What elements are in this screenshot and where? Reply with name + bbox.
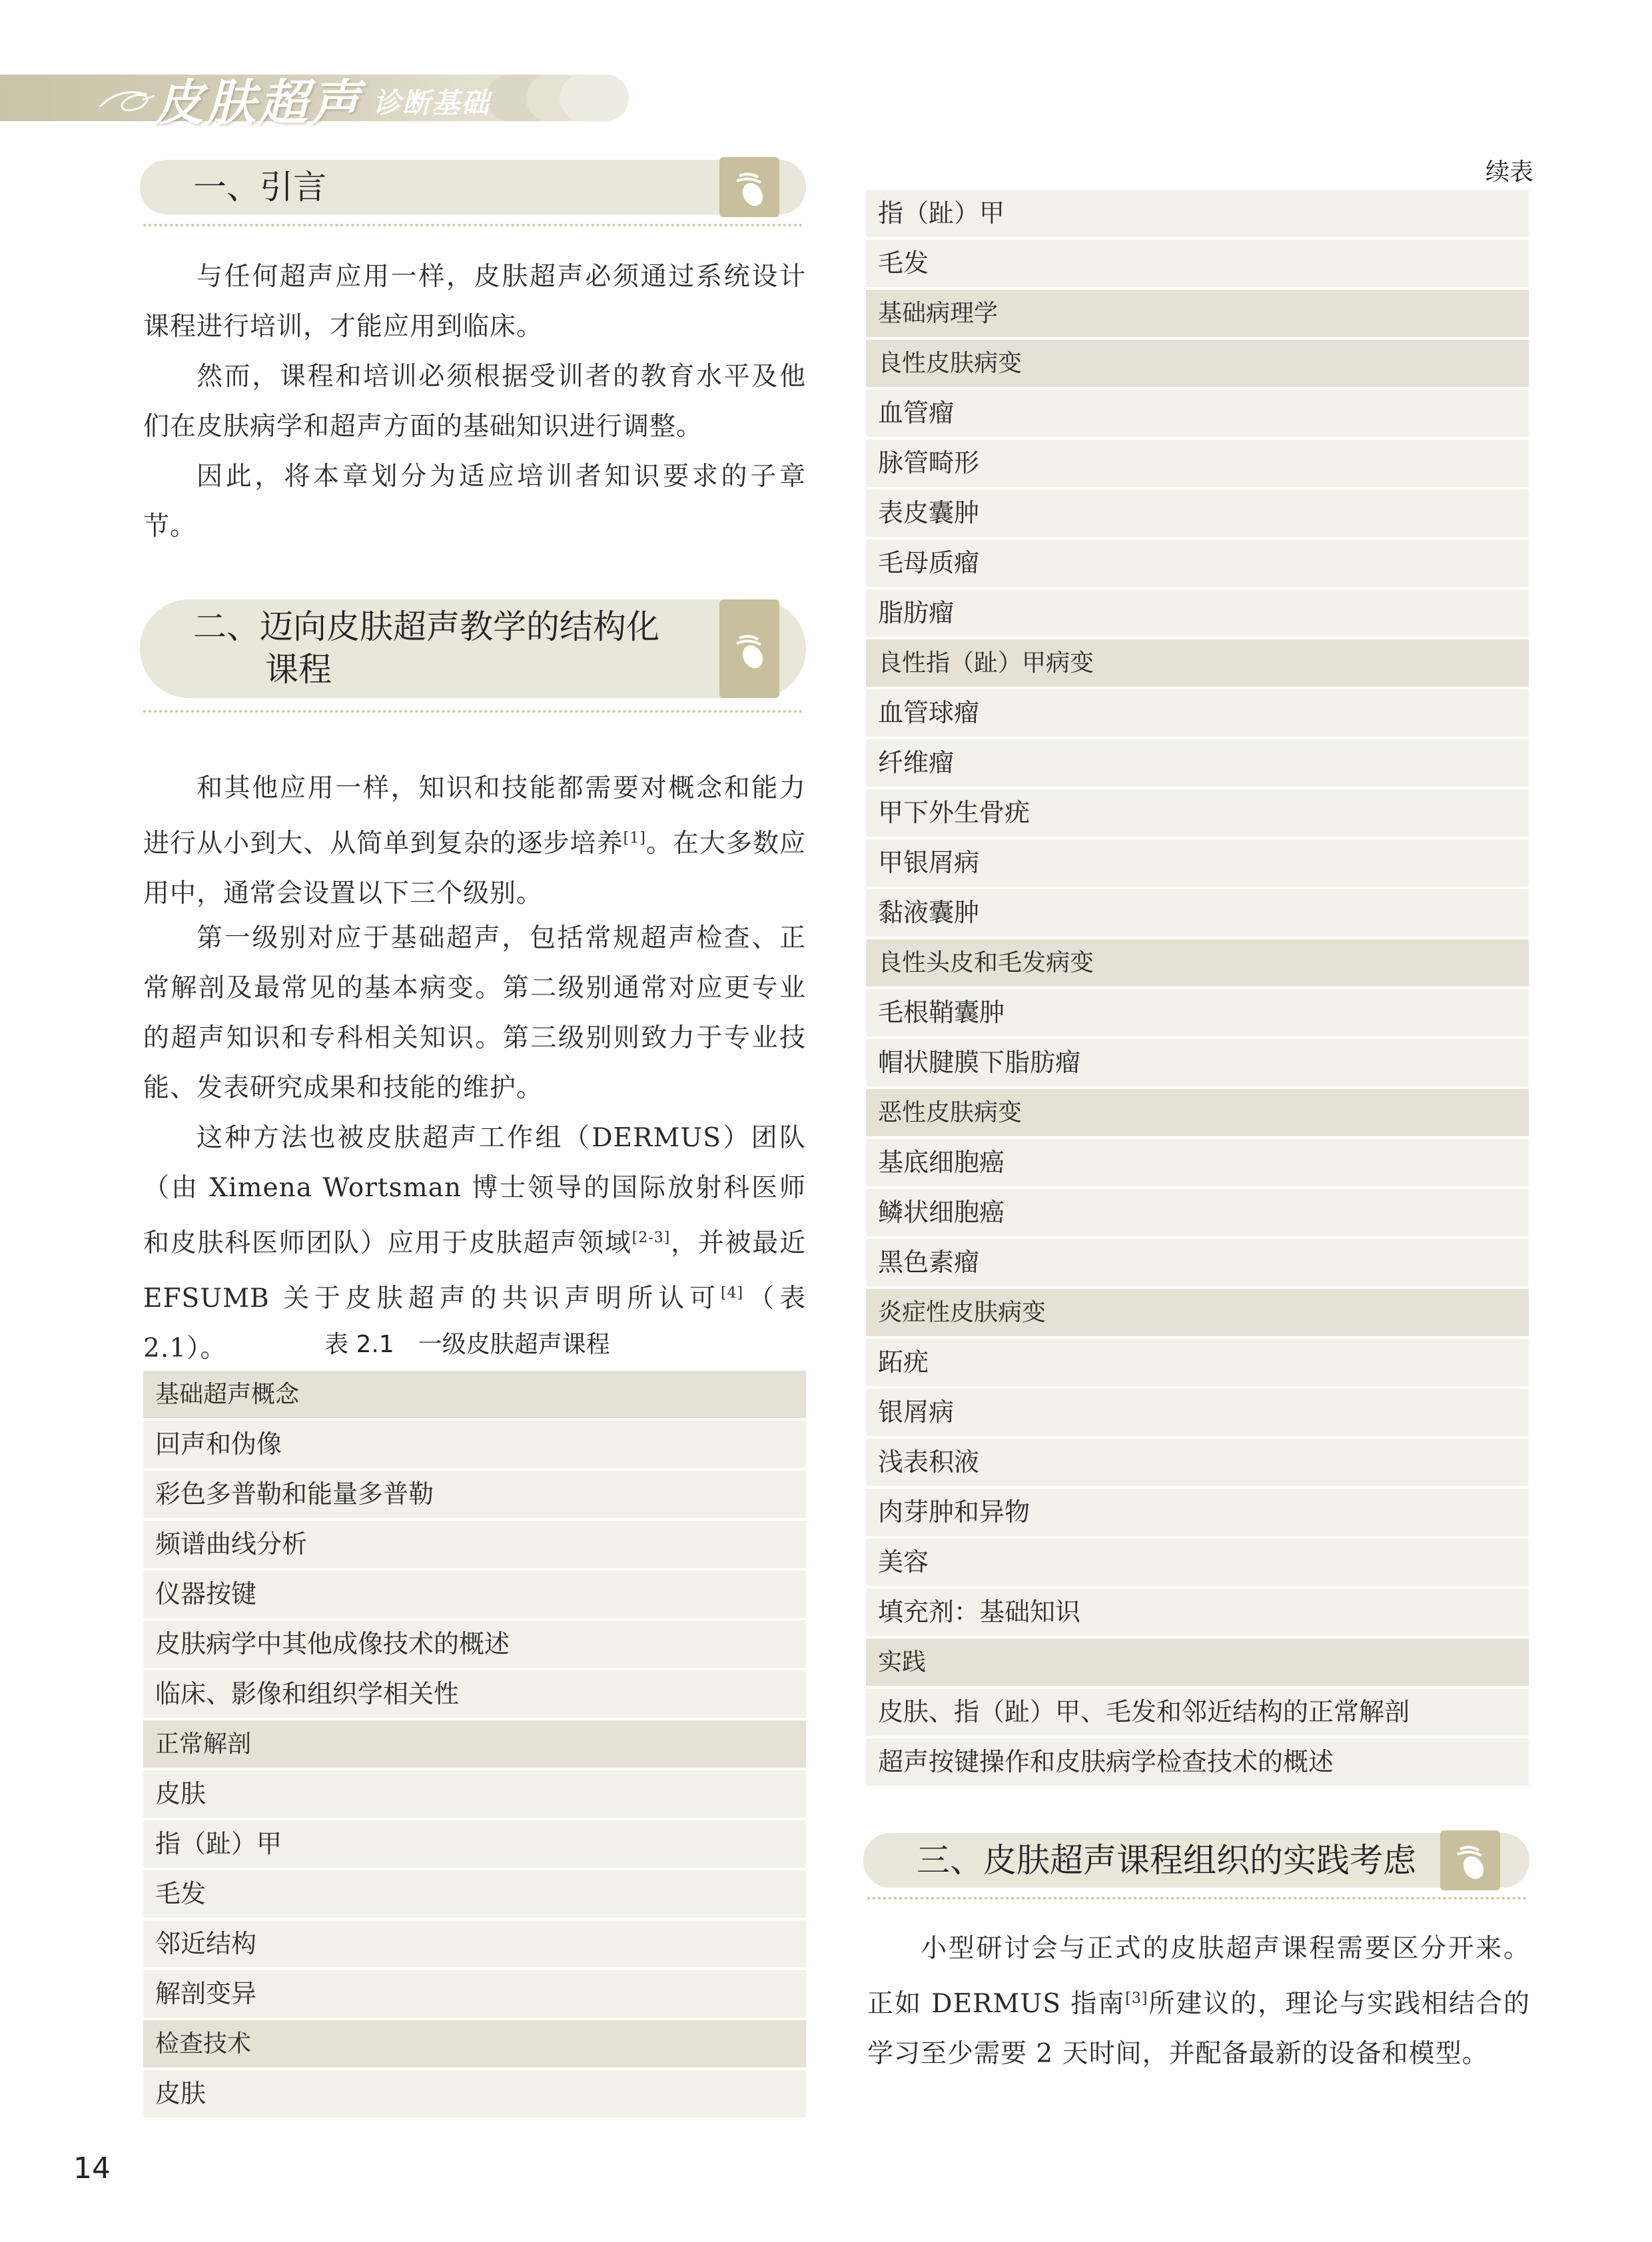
table-row: 鳞状细胞癌 [866,1189,1529,1236]
citation: [1] [623,830,646,847]
table-section-header: 基础病理学 [866,290,1529,337]
table-row: 甲下外生骨疣 [866,789,1529,837]
section-heading-title-line2: 课程 [265,650,332,689]
table-section-header: 检查技术 [143,2020,806,2067]
table-row: 仪器按键 [143,1571,806,1618]
paragraph: 第一级别对应于基础超声，包括常规超声检查、正常解剖及最常见的基本病变。第二级别通常对应更专业的超声知识和专科相关知识。第三级别则致力于专业技能、发表研究成果和技能的维护。 [143,923,806,1103]
table-row: 指（趾）甲 [866,190,1529,237]
section-badge [719,599,779,698]
table-section-header: 良性头皮和毛发病变 [866,939,1529,986]
section-badge [719,157,779,217]
table-row: 填充剂：基础知识 [866,1589,1529,1636]
table-row: 肉芽肿和异物 [866,1489,1529,1536]
table-row: 超声按键操作和皮肤病学检查技术的概述 [866,1738,1529,1786]
table-row: 黑色素瘤 [866,1239,1529,1286]
ultrasound-probe-icon [93,80,160,120]
table-row: 临床、影像和组织学相关性 [143,1671,806,1718]
table-row: 脂肪瘤 [866,589,1529,637]
table-row: 皮肤、指（趾）甲、毛发和邻近结构的正常解剖 [866,1688,1529,1736]
table-row: 基底细胞癌 [866,1139,1529,1186]
table-section-header: 良性指（趾）甲病变 [866,639,1529,687]
table-row: 跖疣 [866,1339,1529,1386]
running-header-title: 皮肤超声 [155,75,362,132]
table-row: 血管瘤 [866,390,1529,437]
section-heading-structured-curriculum [140,599,806,698]
section-divider [867,1897,1527,1900]
table-row: 毛发 [143,1870,806,1918]
table-row: 血管球瘤 [866,689,1529,737]
paragraph: 这种方法也被皮肤超声工作组（DERMUS）团队（由 Ximena Wortsman 博士领导的国际放射科医师和皮肤科医师团队）应用于皮肤超声领域[2-3]，并被最近 EFSUMB 关于皮肤超声的共识声明所认可[4]（表 2.1）。 [143,1123,806,1363]
table-row: 浅表积液 [866,1439,1529,1486]
table-section-header: 正常解剖 [143,1720,806,1768]
table-row: 皮肤病学中其他成像技术的概述 [143,1621,806,1668]
table-row: 脉管畸形 [866,440,1529,487]
table-row: 回声和伪像 [143,1421,806,1468]
section-badge [1440,1830,1500,1890]
citation: [3] [1125,1990,1148,2007]
curriculum-table-continued [866,190,1529,1788]
table-section-header: 实践 [866,1639,1529,1686]
table-row: 银屑病 [866,1389,1529,1436]
table-row: 毛根鞘囊肿 [866,989,1529,1036]
section-heading-title: 一、引言 [193,168,326,206]
section-heading-practical-considerations [863,1833,1529,1888]
table-row: 皮肤 [143,2070,806,2117]
paragraph: 小型研讨会与正式的皮肤超声课程需要区分开来。正如 DERMUS 指南[3]所建议的，理论与实践相结合的学习至少需要 2 天时间，并配备最新的设备和模型。 [867,1934,1530,2069]
table-row: 纤维瘤 [866,739,1529,787]
section-divider [143,224,803,226]
table-section-header: 炎症性皮肤病变 [866,1289,1529,1336]
table-row: 美容 [866,1539,1529,1586]
section-heading-title: 三、皮肤超声课程组织的实践考虑 [917,1841,1416,1880]
ultrasound-probe-icon [1440,1830,1500,1890]
table-section-header: 良性皮肤病变 [866,340,1529,387]
ultrasound-probe-icon [719,157,779,217]
paragraph: 然而，课程和培训必须根据受训者的教育水平及他们在皮肤病学和超声方面的基础知识进行调整。 [143,362,806,442]
table-row: 黏液囊肿 [866,889,1529,936]
table-row: 帽状腱膜下脂肪瘤 [866,1039,1529,1086]
table-row: 邻近结构 [143,1920,806,1968]
paragraph: 因此，将本章划分为适应培训者知识要求的子章节。 [143,462,806,542]
section-heading-title-line1: 二、迈向皮肤超声教学的结构化 [193,607,659,646]
table-row: 解剖变异 [143,1970,806,2018]
citation: [2-3] [631,1230,671,1246]
page-number: 14 [73,2151,111,2185]
citation: [4] [720,1285,744,1302]
paragraph: 和其他应用一样，知识和技能都需要对概念和能力进行从小到大、从简单到复杂的逐步培养[1]。在大多数应用中，通常会设置以下三个级别。 [143,773,806,909]
table-section-header: 恶性皮肤病变 [866,1089,1529,1136]
table-row: 毛母质瘤 [866,540,1529,587]
section-divider [143,710,803,713]
table-row: 甲银屑病 [866,839,1529,887]
ultrasound-probe-icon [719,599,779,698]
table-caption: 表 2.1 一级皮肤超声课程 [324,1331,610,1358]
section-heading-introduction [140,160,806,214]
table-row: 频谱曲线分析 [143,1521,806,1568]
table-row: 表皮囊肿 [866,490,1529,537]
table-row: 彩色多普勒和能量多普勒 [143,1471,806,1518]
table-row: 毛发 [866,240,1529,287]
table-section-header: 基础超声概念 [143,1371,806,1418]
table-row: 指（趾）甲 [143,1820,806,1868]
curriculum-table [143,1371,806,2120]
running-header-subtitle: 诊断基础 [373,87,491,119]
table-row: 皮肤 [143,1770,806,1818]
header-decoration [560,75,629,121]
paragraph: 与任何超声应用一样，皮肤超声必须通过系统设计课程进行培训，才能应用到临床。 [143,262,806,342]
table-continued-label: 续表 [1485,159,1533,186]
